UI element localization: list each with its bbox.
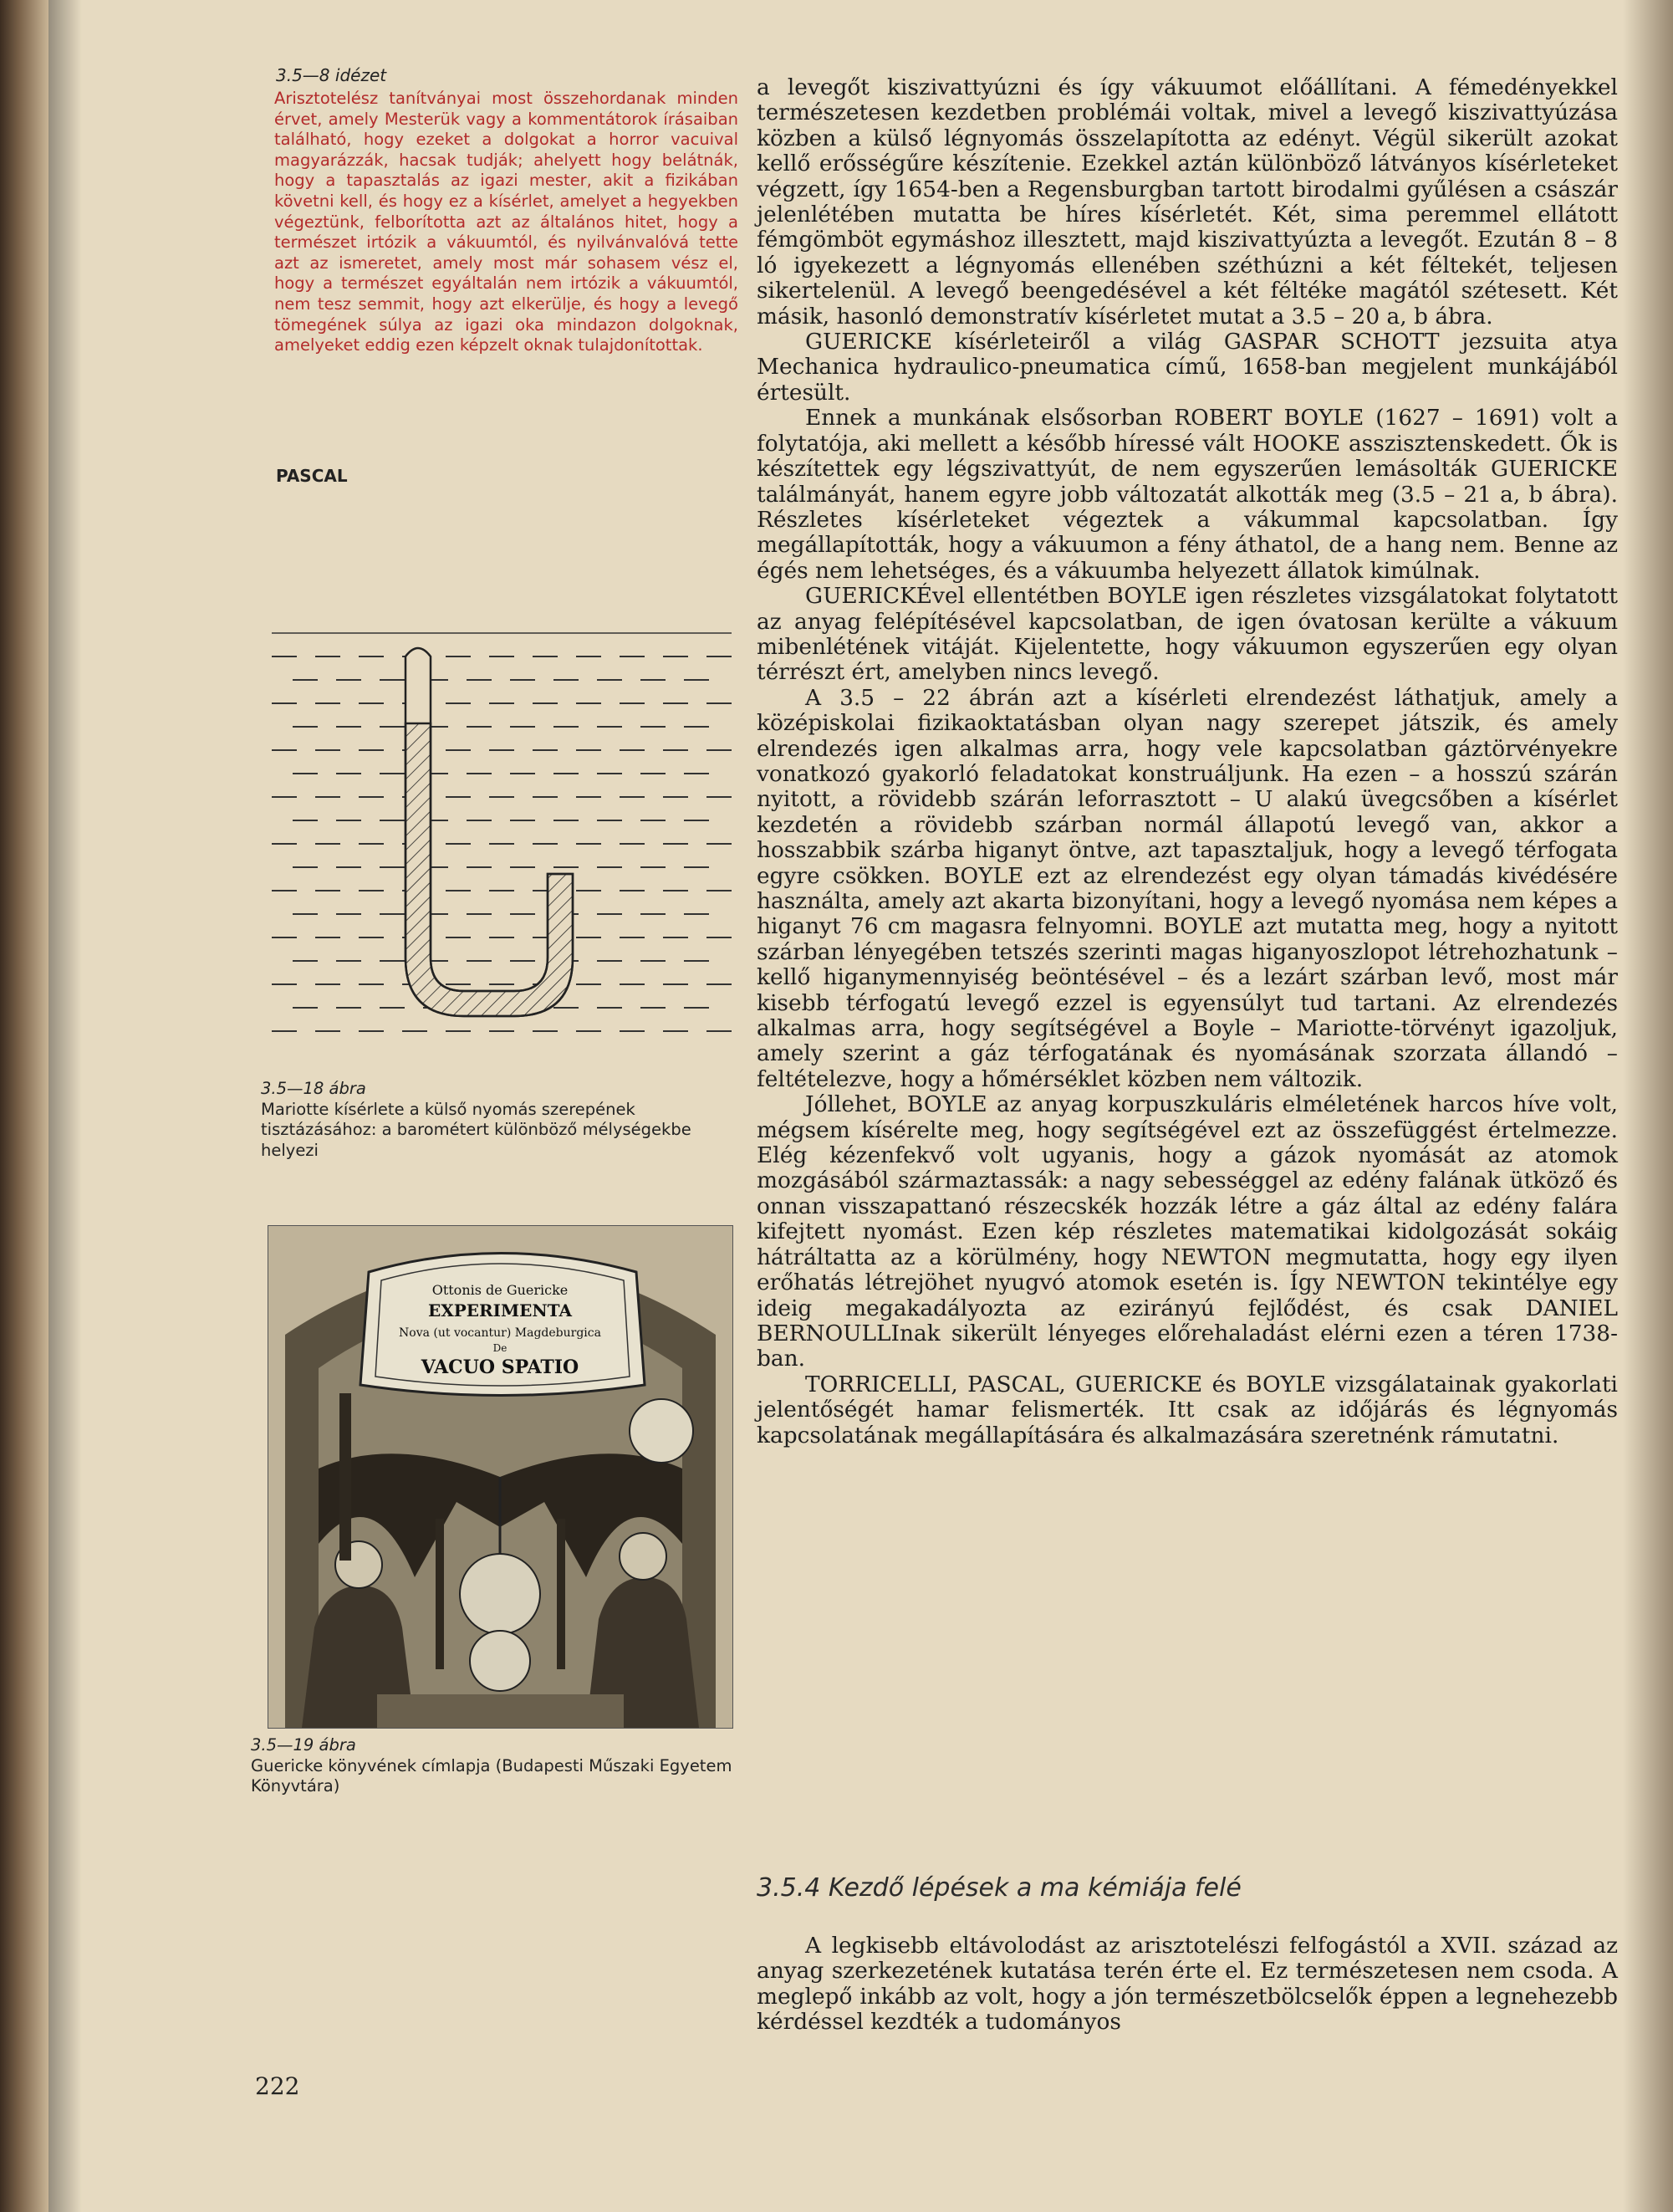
figure-19-caption xyxy=(251,1735,736,1797)
figure-18-number: 3.5—18 ábra xyxy=(261,1079,366,1098)
page-gutter-shadow xyxy=(48,0,82,2212)
title-line-2: EXPERIMENTA xyxy=(428,1300,572,1321)
title-line-4: De xyxy=(492,1342,508,1354)
title-line-5: VACUO SPATIO xyxy=(421,1356,579,1378)
paragraph-3: Ennek a munkának elsősorban ROBERT BOYLE (1627 – 1691) volt a folytatója, aki mellett a később híressé vált HOOKE asszisztenskedett. Ők is készítettek egy légszivattyút, de nem egyszerűen lemásolták GUERICKE találmányát, hanem egyre jobb változatát alkották meg (3.5 – 21 a, b ábra). Részletes kísérleteket végeztek a vákummal kapcsolatban. Így megállapították, hogy a vákuumon a fény áthatol, de a hang nem. Benne az égés nem lehetséges, és a vákuumba helyezett állatok kimúlnak. xyxy=(757,405,1618,584)
paragraph-7: TORRICELLI, PASCAL, GUERICKE és BOYLE vizsgálatainak gyakorlati jelentőségét hamar felismerték. Itt csak az időjárás és légnyomás kapcsolatának megállapítására és alkalmazására szeretnénk rámutatni. xyxy=(757,1371,1618,1448)
section-text xyxy=(757,1934,1618,2036)
section-title: 3.5.4 Kezdő lépések a ma kémiája felé xyxy=(757,1873,1242,1903)
paragraph-5: A 3.5 – 22 ábrán azt a kísérleti elrendezést láthatjuk, amely a középiskolai fizikaoktatásban olyan nagy szerepet játszik, és amely elrendezés igen alkalmas arra, hogy vele kapcsolatban gáztörvényekre vonatkozó gyakorló feladatokat konstruáljunk. Ha ezen – a hosszú szárán nyitott, a rövidebb szárán leforrasztott – U alakú üvegcsőben a kísérlet kezdetén a rövidebb szárban normál állapotú levegő van, akkor a hosszabbik szárba higanyt öntve, azt tapasztaljuk, hogy a levegő térfogata egyre csökken. BOYLE ezt az elrendezést egy olyan támadás kivédésére használta, amely azt akarta bizonyítani, hogy a levegő nyomása nem képes a higanyt 76 cm magasra felnyomni. BOYLE azt mutatta meg, hogy a nyitott szárban lényegében tetszés szerinti magas higanyoszlopot létrehozhatunk – kellő higanymennyiség beöntésével – és a lezárt szárban levő, most már kisebb térfogatú levegő ezzel is egyensúlyt tud tartani. Az elrendezés alkalmas arra, hogy segítségével a Boyle – Mariotte-törvényt igazoljuk, amely szerint a gáz térfogatának és nyomásának szorzata állandó – feltételezve, hogy a hőmérséklet közben nem változik. xyxy=(757,684,1618,1092)
section-paragraph: A legkisebb eltávolodást az arisztotelészi felfogástól a XVII. század az anyag szerkezetének kutatása terén érte el. Ez természetesen nem csoda. A meglepő inkább az volt, hogy a jón természetbölcselők éppen a legnehezebb kérdéssel kezdték a tudományos xyxy=(757,1933,1618,2036)
figure-mariotte-barometer xyxy=(263,623,740,1058)
page-edge-shadow xyxy=(1623,0,1673,2212)
book-spine xyxy=(0,0,48,2212)
liquid-surface-lines xyxy=(272,656,732,1031)
figure-18-text: Mariotte kísérlete a külső nyomás szerepének tisztázásához: a barométert különböző mélységekbe helyezi xyxy=(261,1099,691,1160)
figure-19-number: 3.5—19 ábra xyxy=(251,1735,356,1755)
paragraph-2: GUERICKE kísérleteiről a világ GASPAR SCHOTT jezsuita atya Mechanica hydraulico-pneumatica című, 1658-ban megjelent munkájából értesült. xyxy=(757,329,1618,406)
title-line-3: Nova (ut vocantur) Magdeburgica xyxy=(399,1326,601,1340)
quote-author: PASCAL xyxy=(276,466,348,486)
figure-guericke-title-page xyxy=(268,1225,733,1729)
engraving-illustration xyxy=(268,1226,732,1728)
page-number: 222 xyxy=(255,2072,300,2100)
paragraph-6: Jóllehet, BOYLE az anyag korpuszkuláris elméletének harcos híve volt, mégsem kísérelte meg, hogy segítségével ezt az összefüggést értelmezze. Elég kézenfekvő volt ugyanis, hogy a gázok nyomását az atomok mozgásából származtassák: a nagy sebességgel az edény falának ütköző és onnan visszapattanó részecskék hozzák létre a gáz által az edény falára kifejtett nyomást. Ezen kép részletes matematikai kidolgozását sokáig hátráltatta az a körülmény, hogy NEWTON megmutatta, hogy egy ilyen erőhatás létrejöhet nyugvó atomok esetén is. Így NEWTON tekintélye egy ideig megakadályozta az ezirányú fejlődést, és csak DANIEL BERNOULLInak sikerült lényeges előrehaladást elérni ezen a téren 1738-ban. xyxy=(757,1091,1618,1372)
main-text-column xyxy=(757,75,1618,1448)
figure-19-text: Guericke könyvének címlapja (Budapesti Műszaki Egyetem Könyvtára) xyxy=(251,1755,732,1796)
quote-text: Arisztotelész tanítványai most összehordanak minden érvet, amely Mesterük vagy a kommentátorok írásaiban található, hogy ezeket a dolgokat a horror vacuival magyarázzák, hacsak tudják; ahelyett hogy belátnák, hogy a tapasztalás az igazi mester, akit a fizikában követni kell, és hogy ez a kísérlet, amelyet a hegyekben végeztünk, felborította azt az általános hitet, hogy a természet irtózik a vákuumtól, és nyilvánvalóvá tette azt az ismeretet, amely most már sohasem vész el, hogy a természet egyáltalán nem irtózik a vákuumtól, nem tesz semmit, hogy azt elkerülje, és hogy a levegő tömegének súlya az igazi oka mindazon dolgoknak, amelyeket eddig ezen képzelt oknak tulajdonítottak. xyxy=(274,89,738,355)
figure-18-caption xyxy=(261,1079,729,1161)
title-line-1: Ottonis de Guericke xyxy=(431,1282,569,1298)
paragraph-4: GUERICKÉvel ellentétben BOYLE igen részletes vizsgálatokat folytatott az anyag felépítésével kapcsolatban, de igen óvatosan kerülte a vákuum mibenlétének vitáját. Kijelentette, hogy vákuumon egyszerűen egy olyan térrészt ért, amelyben nincs levegő. xyxy=(757,583,1618,686)
paragraph-1: a levegőt kiszivattyúzni és így vákuumot előállítani. A fémedényekkel természetesen kezdetben problémái voltak, mivel a levegő kiszivattyúzása közben a külső légnyomás összelapította az edényt. Végül sikerült azokat kellő erősségűre készítenie. Ezekkel aztán különböző látványos kísérleteket végzett, így 1654-ben a Regensburgban tartott birodalmi gyűlésen a császár jelenlétében mutatta be híres kísérletét. Két, sima peremmel ellátott fémgömböt egymáshoz illesztett, majd kiszivattyúzta a levegőt. Ezután 8 – 8 ló igyekezett a légnyomás ellenében széthúzni a két féltekét, teljesen sikertelenül. A levegő beengedésével a két féltéke magától szétesett. Két másik, hasonló demonstratív kísérletet mutat a 3.5 – 20 a, b ábra. xyxy=(757,74,1618,330)
quote-heading: 3.5—8 idézet xyxy=(276,65,387,85)
